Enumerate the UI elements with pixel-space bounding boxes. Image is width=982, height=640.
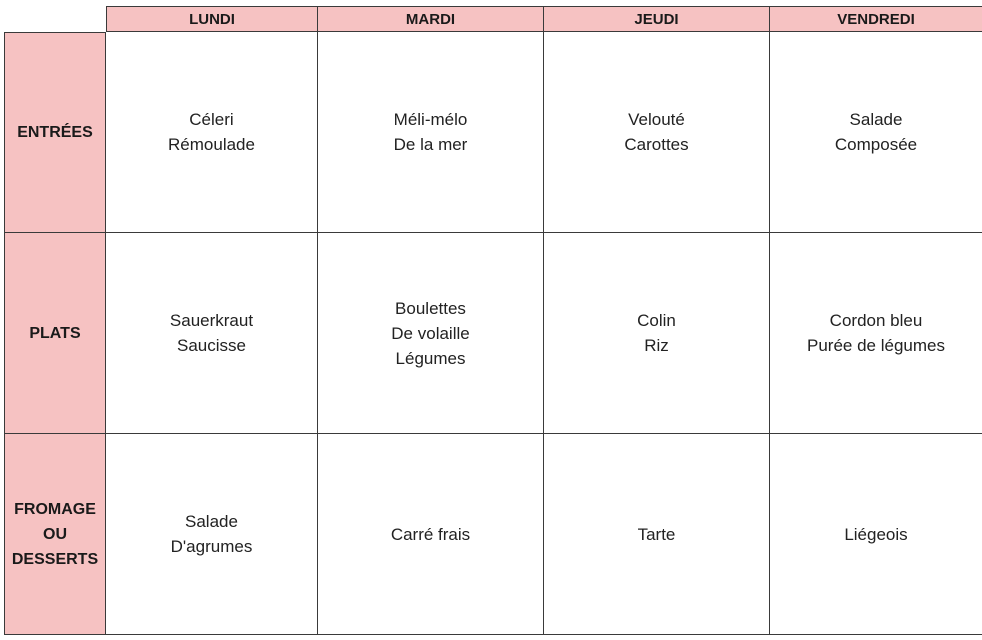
menu-cell: Carré frais bbox=[318, 434, 544, 635]
menu-cell: Cordon bleu Purée de légumes bbox=[770, 233, 982, 434]
menu-row-entrees bbox=[4, 32, 982, 233]
menu-cell: Tarte bbox=[544, 434, 770, 635]
menu-cell: Méli-mélo De la mer bbox=[318, 32, 544, 233]
menu-cell: Colin Riz bbox=[544, 233, 770, 434]
day-header-vendredi: VENDREDI bbox=[770, 6, 982, 32]
menu-cell: Salade Composée bbox=[770, 32, 982, 233]
menu-grid bbox=[4, 32, 982, 636]
menu-cell: Liégeois bbox=[770, 434, 982, 635]
menu-cell: Salade D'agrumes bbox=[106, 434, 318, 635]
day-header-lundi: LUNDI bbox=[106, 6, 318, 32]
menu-cell: Sauerkraut Saucisse bbox=[106, 233, 318, 434]
day-header-mardi: MARDI bbox=[318, 6, 544, 32]
day-header-row bbox=[106, 6, 982, 32]
row-label-entrees: ENTRÉES bbox=[4, 32, 106, 233]
row-label-desserts: FROMAGE OU DESSERTS bbox=[4, 434, 106, 635]
menu-cell: Céleri Rémoulade bbox=[106, 32, 318, 233]
menu-cell: Velouté Carottes bbox=[544, 32, 770, 233]
row-label-plats: PLATS bbox=[4, 233, 106, 434]
menu-row-plats bbox=[4, 233, 982, 434]
menu-cell: Boulettes De volaille Légumes bbox=[318, 233, 544, 434]
menu-row-desserts bbox=[4, 434, 982, 635]
day-header-jeudi: JEUDI bbox=[544, 6, 770, 32]
